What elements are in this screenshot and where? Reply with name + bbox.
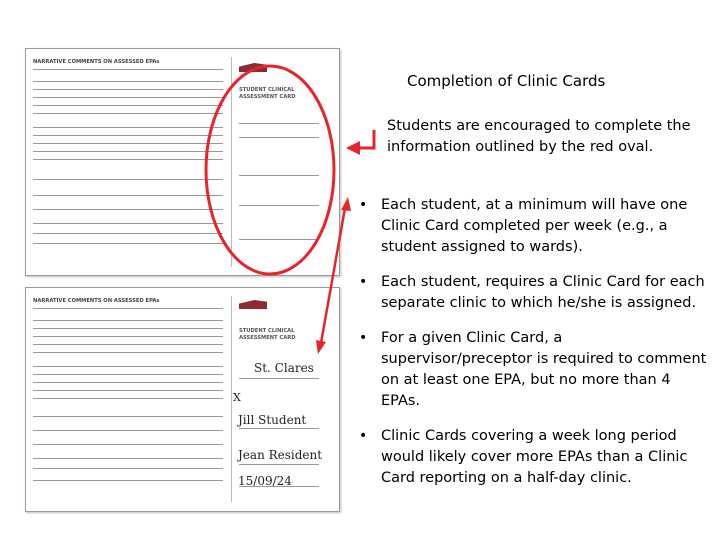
bullet-list bbox=[357, 195, 707, 489]
handwritten-student: Jill Student bbox=[238, 413, 307, 427]
handwritten-check: X bbox=[233, 391, 241, 404]
narrative-title: NARRATIVE COMMENTS ON ASSESSED EPAs bbox=[33, 298, 160, 304]
bullet-item: • Clinic Cards covering a week long period would likely cover more EPAs than a Clinic Card reporting on a half-day clinic. bbox=[359, 428, 688, 486]
bullet-item: • Each student, requires a Clinic Card for each separate clinic to which he/she is assigned. bbox=[359, 274, 705, 311]
bullet-icon: • bbox=[359, 274, 368, 290]
slide-title: Completion of Clinic Cards bbox=[407, 72, 606, 90]
bullet-item: • Each student, at a minimum will have one Clinic Card completed per week (e.g., a student assigned to wards). bbox=[359, 197, 688, 255]
handwritten-preceptor: Jean Resident bbox=[238, 448, 323, 462]
bullet-icon: • bbox=[359, 428, 368, 444]
bullet-icon: • bbox=[359, 330, 368, 346]
handwritten-clinic: St. Clares bbox=[254, 361, 314, 375]
card-title-line2: ASSESSMENT CARD bbox=[239, 335, 296, 341]
card-title-line2: ASSESSMENT CARD bbox=[239, 94, 296, 100]
card-title-line1: STUDENT CLINICAL bbox=[239, 87, 295, 93]
bullet-icon: • bbox=[359, 197, 368, 213]
narrative-title: NARRATIVE COMMENTS ON ASSESSED EPAs bbox=[33, 59, 160, 65]
intro-text: Students are encouraged to complete the information outlined by the red oval. bbox=[387, 118, 691, 155]
bullet-item: • For a given Clinic Card, a supervisor/preceptor is required to comment on at least one EPA, but no more than 4 EPAs. bbox=[359, 330, 707, 409]
handwritten-date: 15/09/24 bbox=[238, 474, 292, 488]
red-oval bbox=[206, 66, 334, 274]
red-arrow-top bbox=[358, 130, 374, 148]
card-title-line1: STUDENT CLINICAL bbox=[239, 328, 295, 334]
